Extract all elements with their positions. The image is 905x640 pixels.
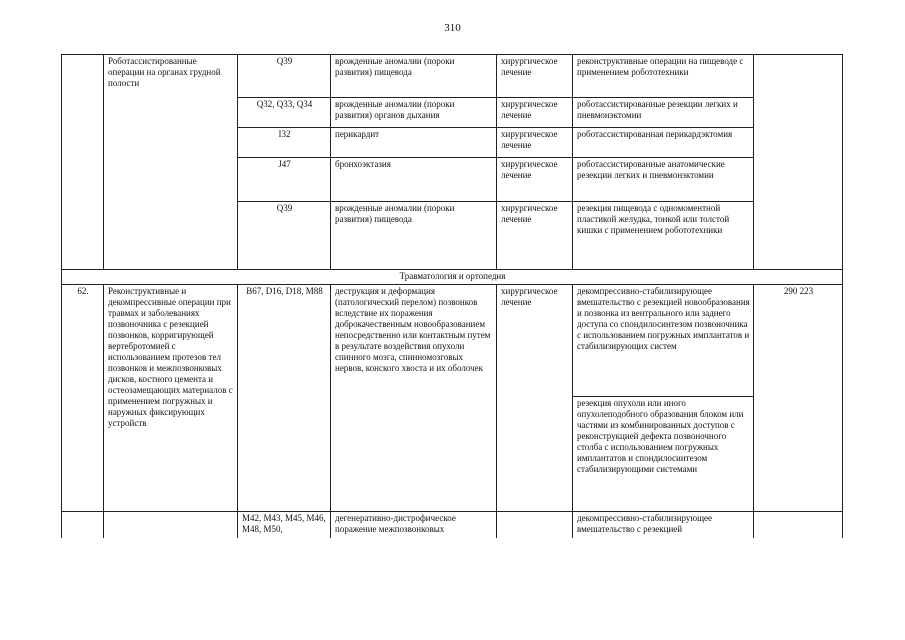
diagnosis-cell: перикардит <box>331 128 497 158</box>
row-number-cell <box>62 55 104 270</box>
code-cell: J47 <box>238 158 331 202</box>
diagnosis-cell: врожденные аномалии (пороки развития) органов дыхания <box>331 98 497 128</box>
code-cell: I32 <box>238 128 331 158</box>
treatment-cell <box>497 512 573 538</box>
diagnosis-cell: деструкция и деформация (патологический перелом) позвонков вследствие их поражения доброкачественным новообразованием непосредственно или контактным путем в результате воздействия опухоли спинного мозга, спинномозговых нервов, конского хвоста и их оболочек <box>331 285 497 512</box>
code-cell: Q39 <box>238 55 331 98</box>
method-cell: роботассистированная перикардэктомия <box>573 128 754 158</box>
row-number-cell <box>62 512 104 538</box>
cost-cell <box>754 55 843 270</box>
cost-cell: 290 223 <box>754 285 843 512</box>
method-cell: резекция опухоли или иного опухолеподобного образования блоком или частями из комбинированных доступов с реконструкцией дефекта позвоночного столба с использованием погружных имплантатов и спондилосинтезом стабилизирующими системами <box>573 397 754 512</box>
cost-cell <box>754 512 843 538</box>
diagnosis-cell: врожденные аномалии (пороки развития) пищевода <box>331 55 497 98</box>
treatment-cell: хирургическое лечение <box>497 55 573 98</box>
treatment-cell: хирургическое лечение <box>497 202 573 270</box>
code-cell: M42, M43, M45, M46, M48, M50, <box>238 512 331 538</box>
table-row <box>62 285 843 397</box>
section-title: Травматология и ортопедия <box>62 270 843 285</box>
diagnosis-cell: бронхоэктазия <box>331 158 497 202</box>
method-cell: декомпрессивно-стабилизирующее вмешательство с резекцией новообразования и позвонка из вентрального или заднего доступа со спондилосинтезом позвоночника с использованием погружных имплантатов и стабилизирующих систем <box>573 285 754 397</box>
treatment-cell: хирургическое лечение <box>497 158 573 202</box>
method-cell: декомпрессивно-стабилизирующее вмешательство с резекцией <box>573 512 754 538</box>
method-cell: реконструктивные операции на пищеводе с применением робототехники <box>573 55 754 98</box>
diagnosis-cell: врожденные аномалии (пороки развития) пищевода <box>331 202 497 270</box>
group-name-cell: Реконструктивные и декомпрессивные операции при травмах и заболеваниях позвоночника с резекцией позвонков, корригирующей вертебротомией с использованием протезов тел позвонков и межпозвонковых дисков, костного цемента и остеозамещающих материалов с применением погружных и наружных фиксирующих устройств <box>104 285 238 512</box>
method-cell: резекция пищевода с одномоментной пластикой желудка, тонкой или толстой кишки с применением робототехники <box>573 202 754 270</box>
group-name-cell <box>104 512 238 538</box>
method-cell: роботассистированные анатомические резекции легких и пневмонэктомии <box>573 158 754 202</box>
medical-care-table <box>61 54 843 538</box>
table-row <box>62 55 843 98</box>
group-name-cell: Роботассистированные операции на органах грудной полости <box>104 55 238 270</box>
code-cell: B67, D16, D18, M88 <box>238 285 331 512</box>
treatment-cell: хирургическое лечение <box>497 128 573 158</box>
page-number: 310 <box>444 22 461 34</box>
method-cell: роботассистированные резекции легких и пневмонэктомии <box>573 98 754 128</box>
section-row <box>62 270 843 285</box>
treatment-cell: хирургическое лечение <box>497 285 573 512</box>
code-cell: Q39 <box>238 202 331 270</box>
table-row <box>62 512 843 538</box>
treatment-cell: хирургическое лечение <box>497 98 573 128</box>
code-cell: Q32, Q33, Q34 <box>238 98 331 128</box>
row-number-cell: 62. <box>62 285 104 512</box>
diagnosis-cell: дегенеративно-дистрофическое поражение межпозвонковых <box>331 512 497 538</box>
